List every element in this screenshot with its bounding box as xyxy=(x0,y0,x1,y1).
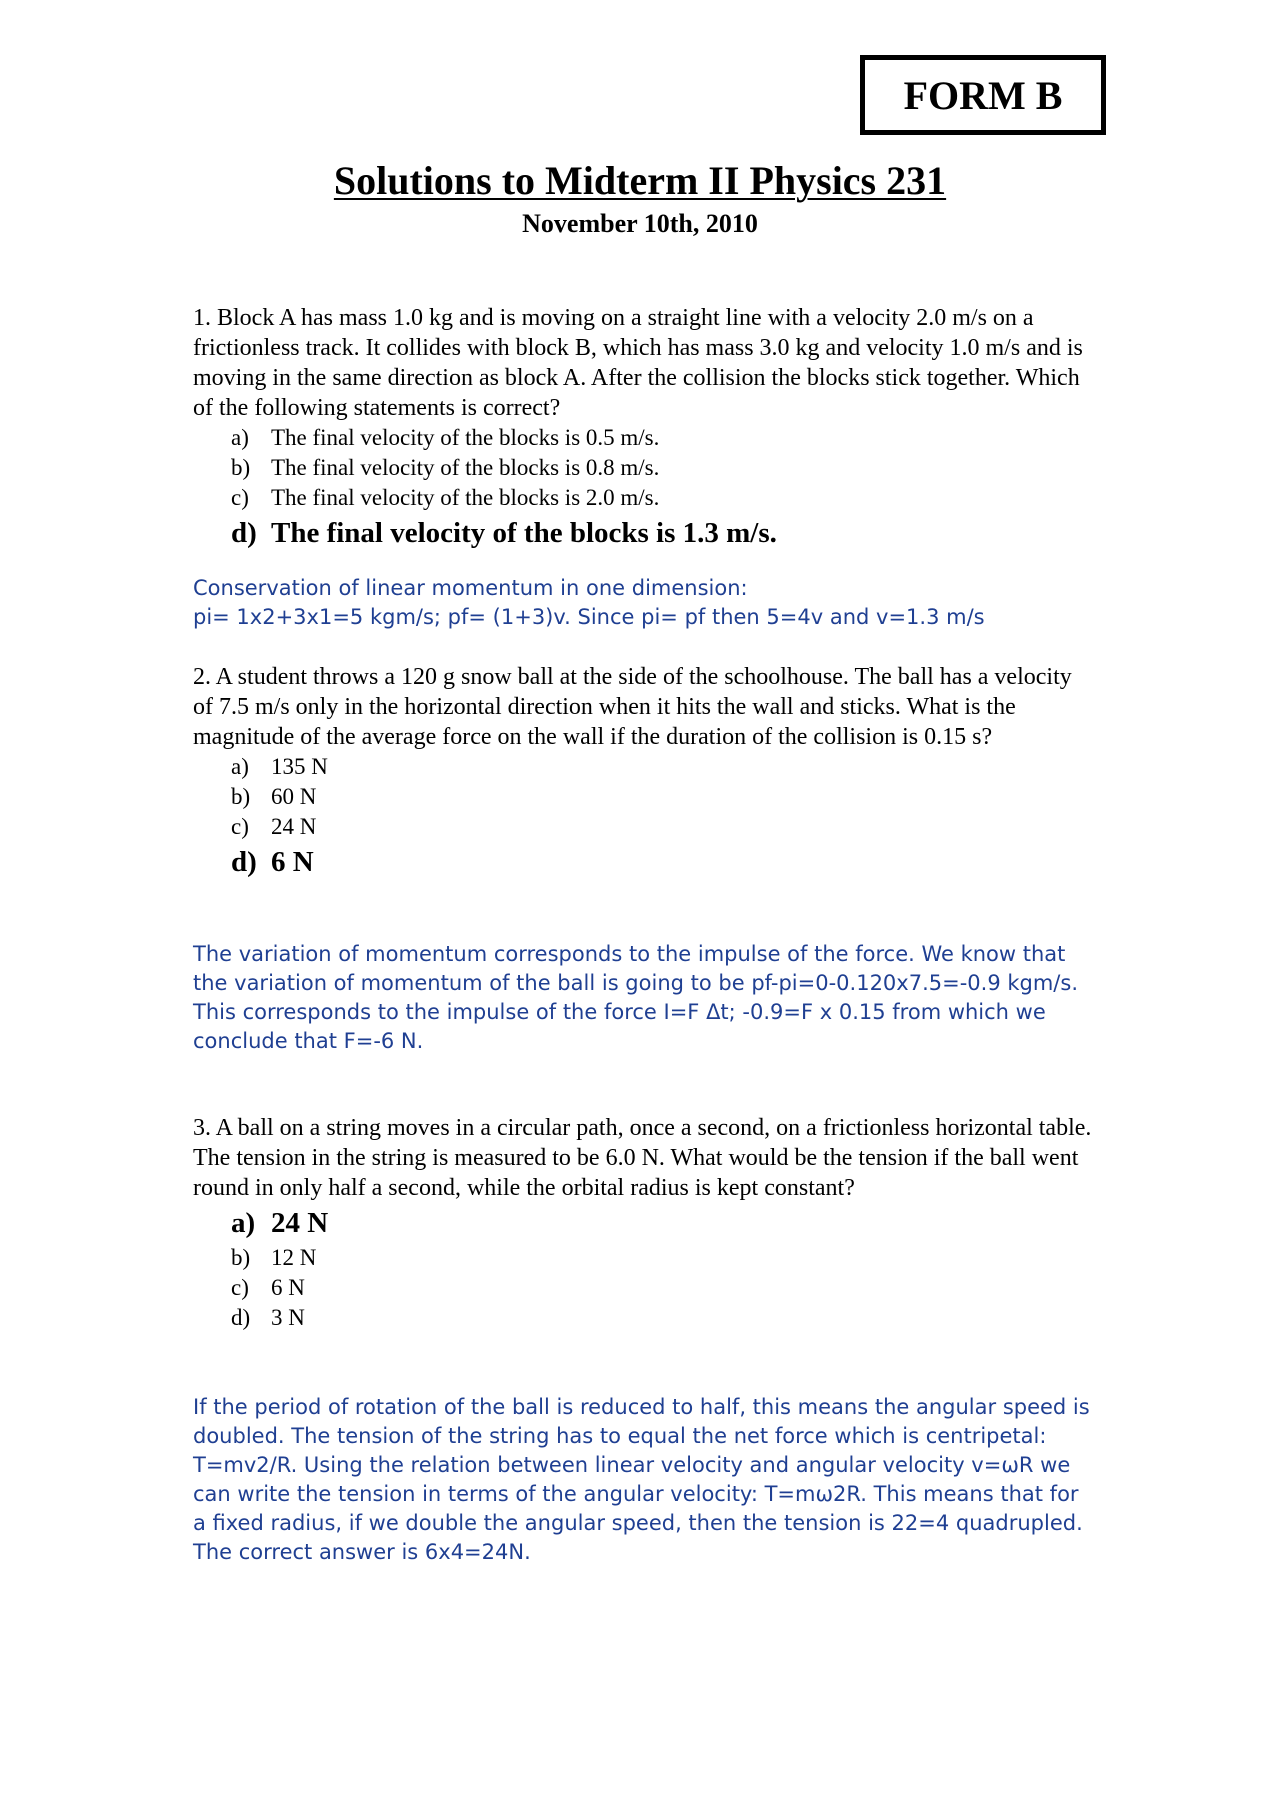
form-label: FORM B xyxy=(903,72,1063,118)
solution-text: If the period of rotation of the ball is reduced to half, this means the angular speed is doubled. The tension of the string has to equal the net force which is centripetal: T=mv2/R. Using the relation between linear velocity and angular velocity v=ωR we can write the tension in terms of the angular velocity: T=mω2R. This means that for a fixed radius, if we double the angular speed, then the tension is 22=4 quadrupled. The correct answer is 6x4=24N. xyxy=(193,1395,1090,1564)
question-1 xyxy=(193,303,1093,553)
option-c: c) The final velocity of the blocks is 2.0 m/s. xyxy=(231,485,660,510)
page-date: November 10th, 2010 xyxy=(522,209,758,238)
solution-text: The variation of momentum corresponds to the impulse of the force. We know that the variation of momentum of the ball is going to be pf-pi=0-0.120x7.5=-0.9 kgm/s. This corresponds to the impulse of the force I=F Δt; -0.9=F x 0.15 from which we conclude that F=-6 N. xyxy=(193,942,1078,1053)
option-d-correct: d) 6 N xyxy=(231,846,314,878)
solution-text-line2: pi= 1x2+3x1=5 kgm/s; pf= (1+3)v. Since pi= pf then 5=4v and v=1.3 m/s xyxy=(193,605,985,629)
page-title: Solutions to Midterm II Physics 231 xyxy=(333,158,947,203)
solution-text-line1: Conservation of linear momentum in one dimension: xyxy=(193,576,748,600)
answer-options xyxy=(193,1203,1093,1333)
solution-2 xyxy=(193,940,1093,1056)
option-a: a) The final velocity of the blocks is 0.5 m/s. xyxy=(231,425,660,450)
question-text: 3. A ball on a string moves in a circular path, once a second, on a frictionless horizontal table. The tension in the string is measured to be 6.0 N. What would be the tension if the ball went round in only half a second, while the orbital radius is kept constant? xyxy=(193,1115,1092,1201)
question-text: 2. A student throws a 120 g snow ball at the side of the schoolhouse. The ball has a velocity of 7.5 m/s only in the horizontal direction when it hits the wall and sticks. What is the magnitude of the average force on the wall if the duration of the collision is 0.15 s? xyxy=(193,664,1072,750)
option-b: b) 60 N xyxy=(231,784,317,809)
option-c: c) 6 N xyxy=(231,1275,305,1300)
question-text: 1. Block A has mass 1.0 kg and is moving on a straight line with a velocity 2.0 m/s on a frictionless track. It collides with block B, which has mass 3.0 kg and velocity 1.0 m/s and is moving in the same direction as block A. After the collision the blocks stick together. Which of the following statements is correct? xyxy=(193,305,1083,421)
option-b: b) The final velocity of the blocks is 0.8 m/s. xyxy=(231,455,660,480)
solution-1 xyxy=(193,574,1093,632)
option-d-correct: d) The final velocity of the blocks is 1.3 m/s. xyxy=(231,517,777,549)
question-2 xyxy=(193,662,1093,882)
form-label-box xyxy=(860,55,1106,135)
option-b: b) 12 N xyxy=(231,1245,317,1270)
option-c: c) 24 N xyxy=(231,814,317,839)
answer-options xyxy=(193,423,1093,553)
question-3 xyxy=(193,1113,1093,1333)
option-a: a) 135 N xyxy=(231,754,328,779)
option-d: d) 3 N xyxy=(231,1305,305,1330)
solution-3 xyxy=(193,1393,1093,1567)
answer-options xyxy=(193,752,1093,882)
option-a-correct: a) 24 N xyxy=(231,1207,329,1239)
